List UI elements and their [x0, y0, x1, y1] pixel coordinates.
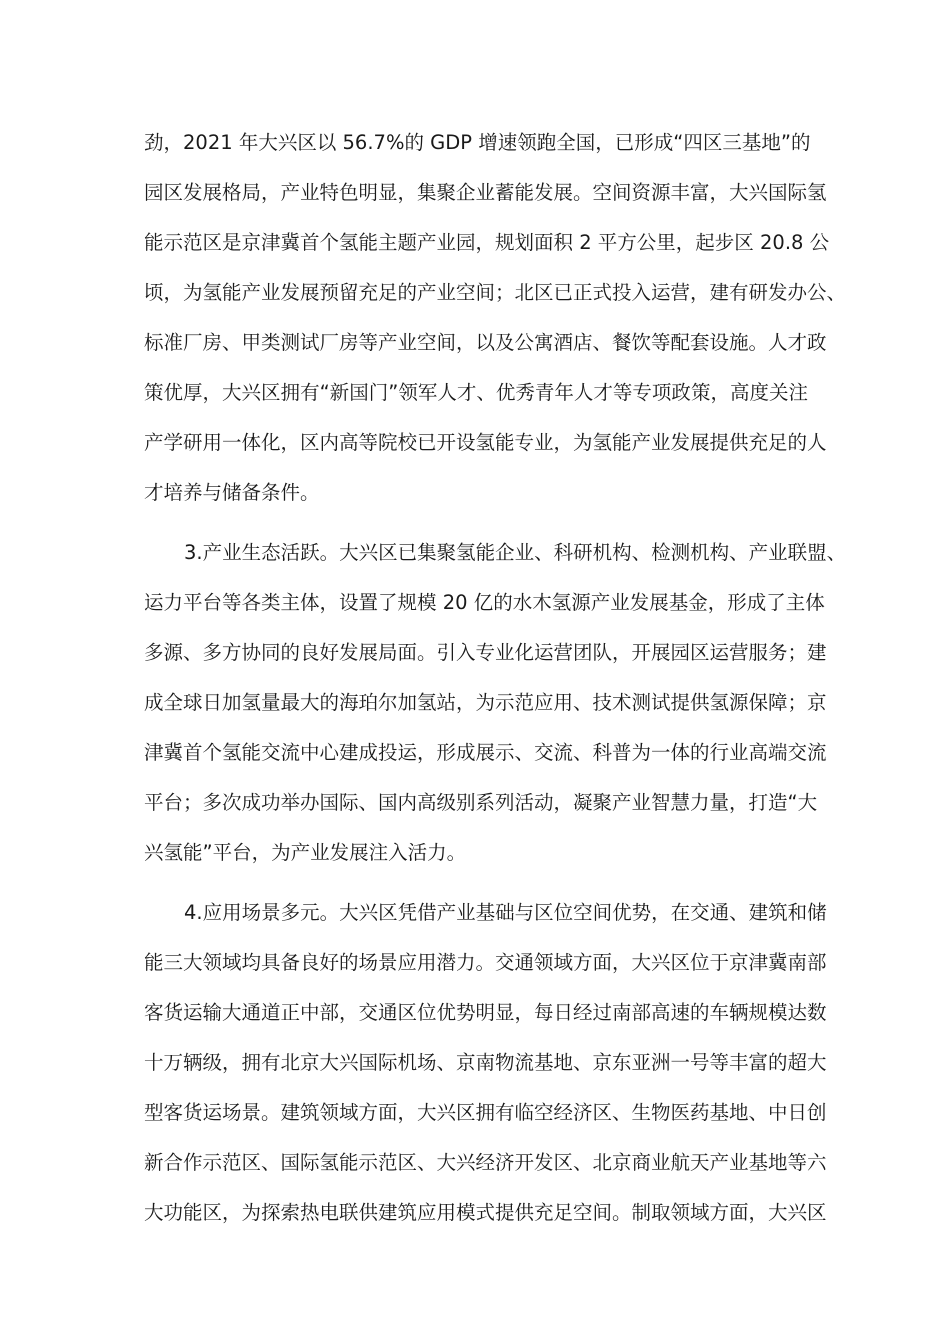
- paragraph-1-line-1: 劲，2021 年大兴区以 56.7%的 GDP 增速领跑全国，已形成“四区三基地”的: [144, 131, 811, 154]
- paragraph-3-line-4: 十万辆级，拥有北京大兴国际机场、京南物流基地、京东亚洲一号等丰富的超大: [144, 1051, 827, 1074]
- paragraph-3-line-3: 客货运输大通道正中部，交通区位优势明显，每日经过南部高速的车辆规模达数: [144, 1001, 827, 1024]
- paragraph-1-line-2: 园区发展格局，产业特色明显，集聚企业蓄能发展。空间资源丰富，大兴国际氢: [144, 181, 827, 204]
- paragraph-1-line-3: 能示范区是京津冀首个氢能主题产业园，规划面积 2 平方公里，起步区 20.8 公: [144, 231, 830, 254]
- paragraph-3-line-1: 4.应用场景多元。大兴区凭借产业基础与区位空间优势，在交通、建筑和储: [184, 901, 827, 924]
- paragraph-2-line-3: 多源、多方协同的良好发展局面。引入专业化运营团队，开展园区运营服务；建: [144, 641, 827, 664]
- paragraph-3-line-6: 新合作示范区、国际氢能示范区、大兴经济开发区、北京商业航天产业基地等六: [144, 1151, 827, 1174]
- paragraph-2-line-6: 平台；多次成功举办国际、国内高级别系列活动，凝聚产业智慧力量，打造“大: [144, 791, 818, 814]
- paragraph-2-line-4: 成全球日加氢量最大的海珀尔加氢站，为示范应用、技术测试提供氢源保障；京: [144, 691, 827, 714]
- paragraph-2-line-5: 津冀首个氢能交流中心建成投运，形成展示、交流、科普为一体的行业高端交流: [144, 741, 827, 764]
- paragraph-3-line-7: 大功能区，为探索热电联供建筑应用模式提供充足空间。制取领域方面，大兴区: [144, 1201, 827, 1224]
- paragraph-1-line-8: 才培养与储备条件。: [144, 481, 320, 504]
- paragraph-2-line-7: 兴氢能”平台，为产业发展注入活力。: [144, 841, 467, 864]
- paragraph-3-line-5: 型客货运场景。建筑领域方面，大兴区拥有临空经济区、生物医药基地、中日创: [144, 1101, 827, 1124]
- paragraph-2-line-2: 运力平台等各类主体，设置了规模 20 亿的水木氢源产业发展基金，形成了主体: [144, 591, 825, 614]
- paragraph-3-line-2: 能三大领域均具备良好的场景应用潜力。交通领域方面，大兴区位于京津冀南部: [144, 951, 827, 974]
- paragraph-1-line-6: 策优厚，大兴区拥有“新国门”领军人才、优秀青年人才等专项政策，高度关注: [144, 381, 808, 404]
- paragraph-1-line-5: 标准厂房、甲类测试厂房等产业空间，以及公寓酒店、餐饮等配套设施。人才政: [144, 331, 827, 354]
- paragraph-1-line-4: 顷，为氢能产业发展预留充足的产业空间；北区已正式投入运营，建有研发办公、: [144, 281, 847, 304]
- paragraph-2-line-1: 3.产业生态活跃。大兴区已集聚氢能企业、科研机构、检测机构、产业联盟、: [184, 541, 847, 564]
- paragraph-1-line-7: 产学研用一体化，区内高等院校已开设氢能专业，为氢能产业发展提供充足的人: [144, 431, 827, 454]
